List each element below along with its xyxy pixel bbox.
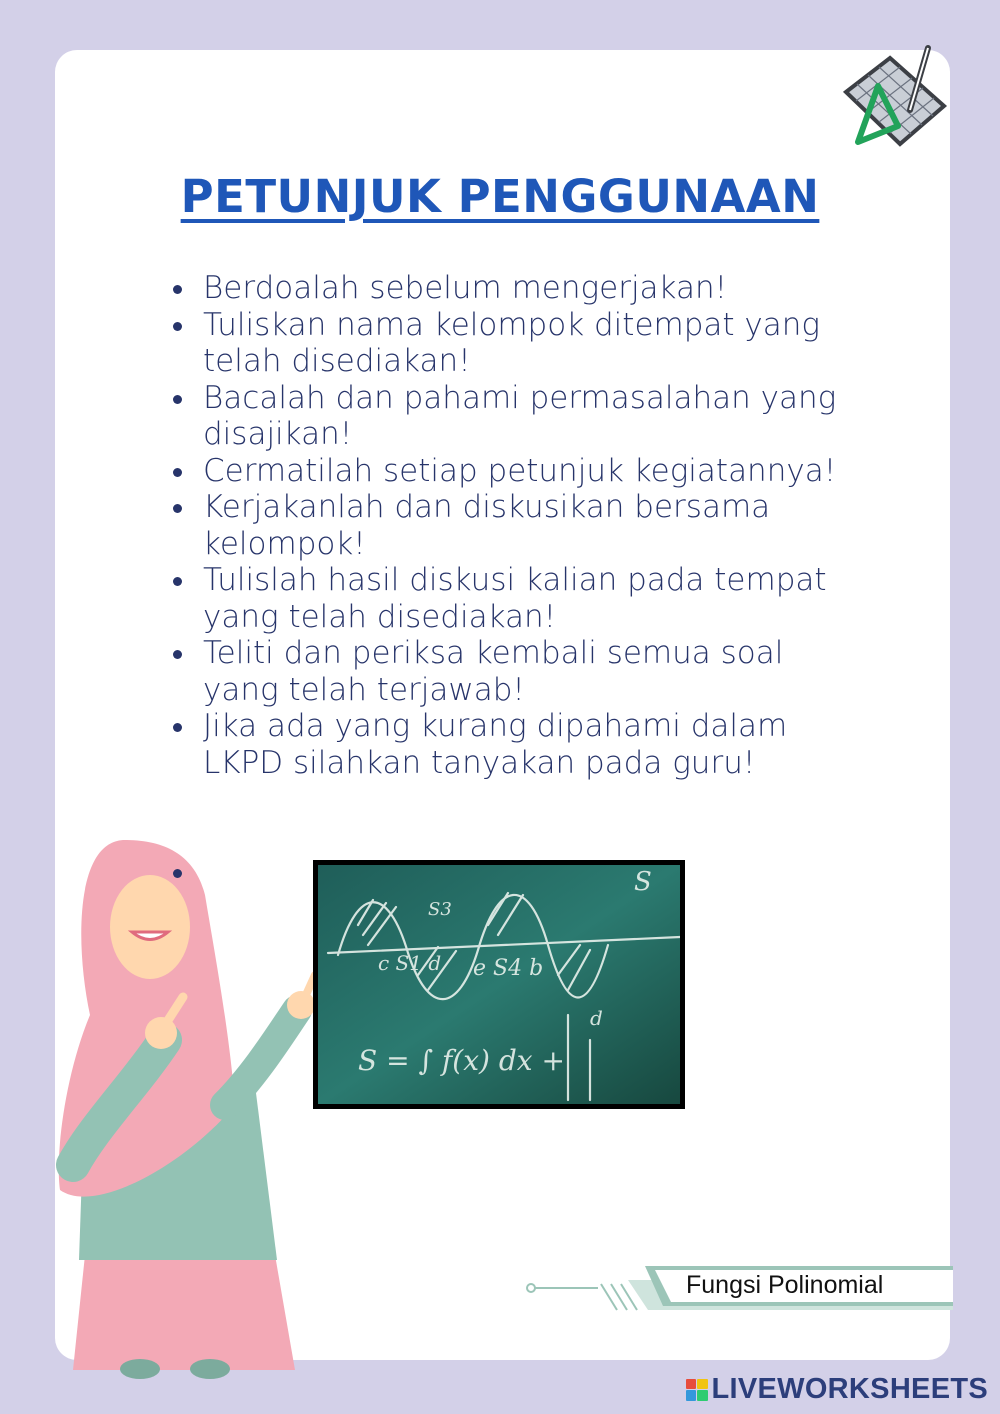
- list-item: Teliti dan periksa kembali semua soal yang telah terjawab!: [170, 635, 850, 708]
- chalkboard-photo: [313, 860, 685, 1109]
- svg-text:c S1 d: c S1 d: [378, 951, 442, 975]
- svg-text:S3: S3: [428, 899, 452, 920]
- liveworksheets-logo-icon: [686, 1379, 708, 1401]
- svg-text:S = ∫ f(x) dx +: S = ∫ f(x) dx +: [358, 1044, 565, 1077]
- empty-bullet: [173, 869, 182, 878]
- list-item: Kerjakanlah dan diskusikan bersama kelompok!: [170, 489, 850, 562]
- liveworksheets-brand[interactable]: [686, 1373, 989, 1406]
- list-item: Berdoalah sebelum mengerjakan!: [170, 270, 850, 307]
- page-title: PETUNJUK PENGGUNAAN: [180, 170, 820, 223]
- brand-name: LIVEWORKSHEETS: [711, 1373, 988, 1405]
- list-item: Cermatilah setiap petunjuk kegiatannya!: [170, 453, 850, 490]
- list-item: Tulislah hasil diskusi kalian pada tempat yang telah disediakan!: [170, 562, 850, 635]
- instruction-list: [170, 270, 850, 781]
- geometry-tools-icon: [838, 40, 952, 150]
- svg-text:d: d: [590, 1006, 603, 1030]
- svg-text:e S4 b: e S4 b: [473, 956, 544, 981]
- svg-text:S: S: [634, 867, 652, 897]
- list-item: Bacalah dan pahami permasalahan yang disajikan!: [170, 380, 850, 453]
- topic-label: Fungsi Polinomial: [686, 1271, 884, 1299]
- list-item: Tuliskan nama kelompok ditempat yang telah disediakan!: [170, 307, 850, 380]
- list-item: Jika ada yang kurang dipahami dalam LKPD silahkan tanyakan pada guru!: [170, 708, 850, 781]
- teacher-illustration: [55, 835, 325, 1380]
